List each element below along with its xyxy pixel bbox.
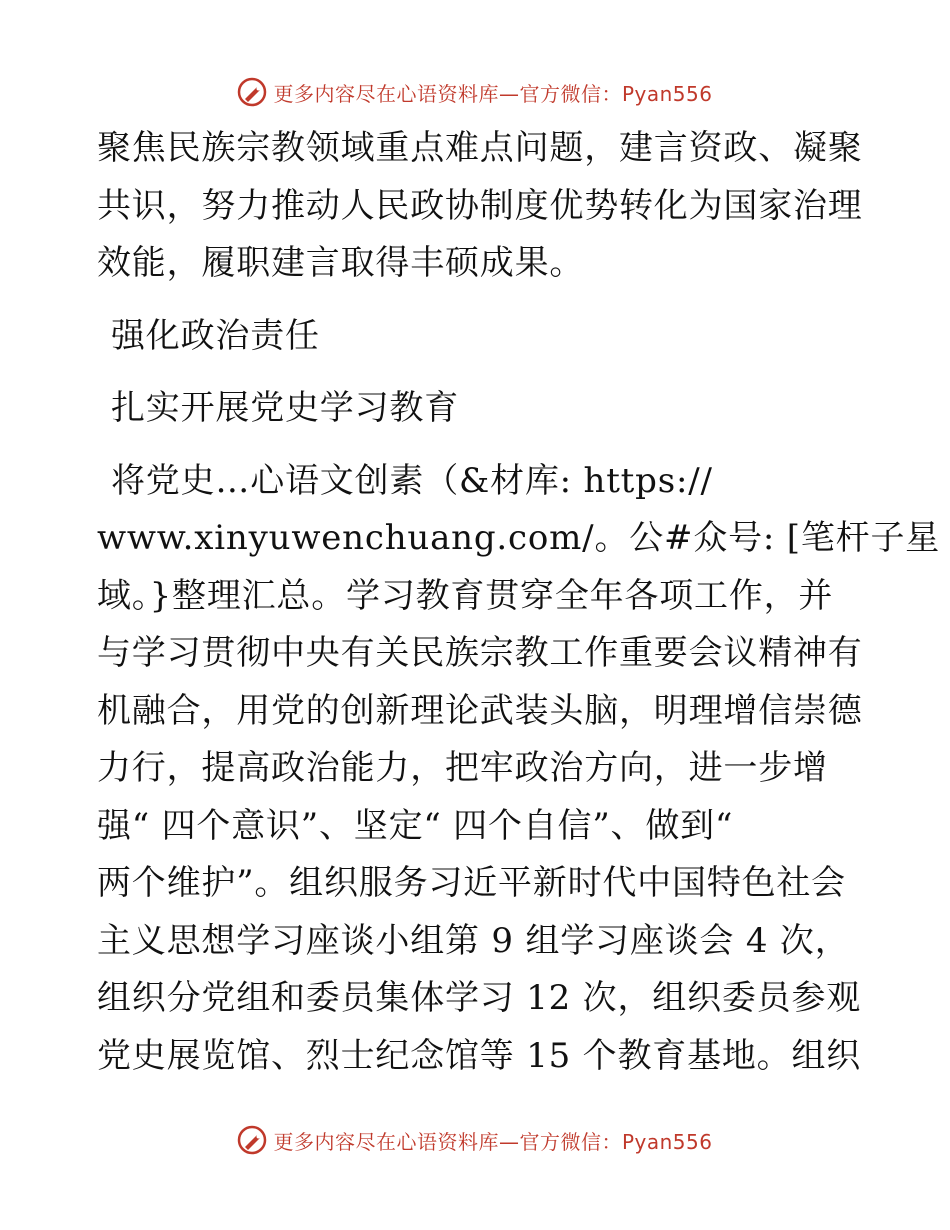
watermark-footer (0, 1120, 950, 1160)
body-line: 强“ 四个意识”、坚定“ 四个自信”、做到“ (97, 805, 734, 846)
document-body (97, 120, 941, 1085)
watermark-text: 更多内容尽在心语资料库—官方微信：Pyan556 (273, 1129, 713, 1154)
subsection-heading: 扎实开展党史学习教育 (111, 388, 459, 428)
body-line: 效能，履职建言取得丰硕成果。 (97, 243, 585, 283)
body-line: 聚焦民族宗教领域重点难点问题，建言资政、凝聚 (97, 128, 863, 168)
pen-nib-logo-icon (237, 1125, 267, 1155)
body-line: 将党史…心语文创素（&材库: https:// (111, 460, 713, 501)
body-line: 组织分党组和委员集体学习 12 次，组织委员参观 (97, 978, 862, 1018)
body-line: 党史展览馆、烈士纪念馆等 15 个教育基地。组织 (97, 1035, 862, 1076)
pen-nib-logo-icon (237, 77, 267, 107)
body-line: 力行，提高政治能力，把牢政治方向，进一步增 (97, 748, 828, 788)
body-line: 与学习贯彻中央有关民族宗教工作重要会议精神有 (97, 633, 863, 673)
section-heading: 强化政治责任 (111, 315, 320, 356)
body-line: 两个维护”。组织服务习近平新时代中国特色社会 (97, 863, 846, 903)
watermark-text: 更多内容尽在心语资料库—官方微信：Pyan556 (273, 81, 713, 106)
watermark-header (0, 72, 950, 112)
body-line: 主义思想学习座谈小组第 9 组学习座谈会 4 次， (97, 920, 850, 961)
body-line: 域。}整理汇总。学习教育贯穿全年各项工作，并 (97, 575, 834, 616)
body-line: 共识，努力推动人民政协制度优势转化为国家治理 (97, 185, 863, 226)
body-line: 机融合，用党的创新理论武装头脑，明理增信崇德 (97, 690, 863, 731)
body-line: www.xinyuwenchuang.com/。公#众号: [笔杆子星 (97, 518, 941, 558)
